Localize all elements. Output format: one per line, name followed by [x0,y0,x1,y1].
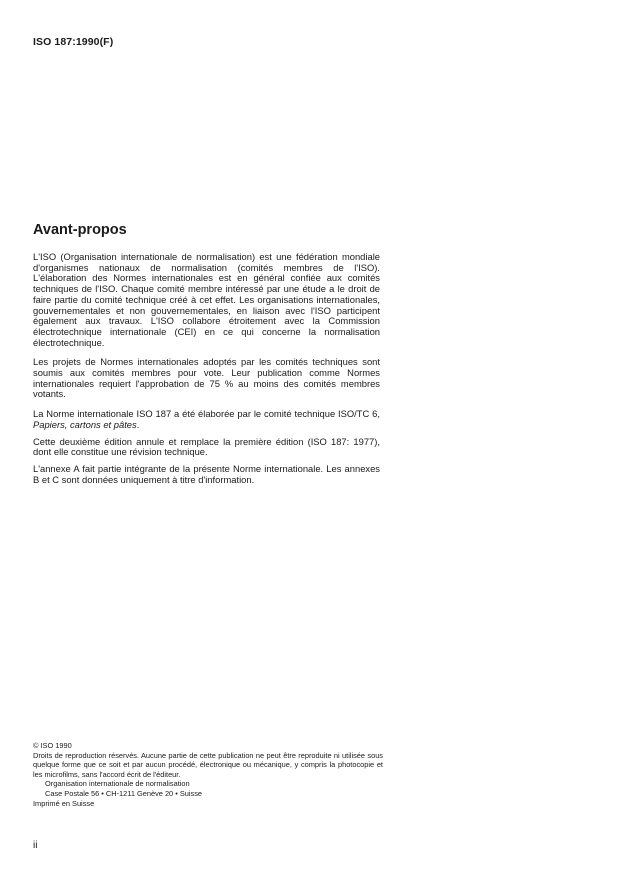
document-id: ISO 187:1990(F) [33,36,114,48]
tc-prefix: La Norme internationale ISO 187 a été élaborée par le comité technique ISO/TC 6, [33,408,380,420]
section-title: Avant-propos [33,222,127,238]
tc-suffix: . [136,418,140,430]
organization-name: Organisation internationale de normalisation [45,779,190,789]
foreword-body [33,252,380,494]
printed-in: Imprimé en Suisse [33,798,95,808]
paragraph-voting: Les projets de Normes internationales adoptés par les comités techniques sont soumis aux comités membres pour vote. Leur publication comme Normes internationales requiert l'approbation de 75 % au moins des comités membres votants. [33,356,380,400]
paragraph-iso-intro: L'ISO (Organisation internationale de normalisation) est une fédération mondiale d'organismes nationaux de normalisation (comités membres de l'ISO). L'élaboration des Normes internationales est en général confiée aux comités techniques de l'ISO. Chaque comité membre intéressé par une étude a le droit de faire partie du comité technique créé à cet effet. Les organisations internationales, gouvernementales et non gouvernementales, en liaison avec l'ISO participent également aux travaux. L'ISO collabore étroitement avec la Commission électrotechnique internationale (CEI) en ce qui concerne la normalisation électrotechnique. [33,251,380,348]
copyright-footer [33,741,383,808]
copyright-line: © ISO 1990 [33,741,72,750]
tc-title: Papiers, cartons et pâtes [33,418,137,430]
rights-notice: Droits de reproduction réservés. Aucune partie de cette publication ne peut être reproduite ni utilisée sous quelque forme que ce soit et par aucun procédé, électronique ou mécanique, y compris la photocopie et les microfilms, sans l'accord écrit de l'éditeur. [33,750,383,779]
paragraph-edition: Cette deuxième édition annule et remplace la première édition (ISO 187: 1977), dont elle constitue une révision technique. [33,435,380,458]
organization-address: Case Postale 56 • CH-1211 Genève 20 • Suisse [45,788,203,798]
paragraph-technical-committee [33,409,380,430]
page-number: ii [33,840,38,851]
paragraph-annexes: L'annexe A fait partie intégrante de la présente Norme internationale. Les annexes B et C sont données uniquement à titre d'information. [33,462,380,485]
